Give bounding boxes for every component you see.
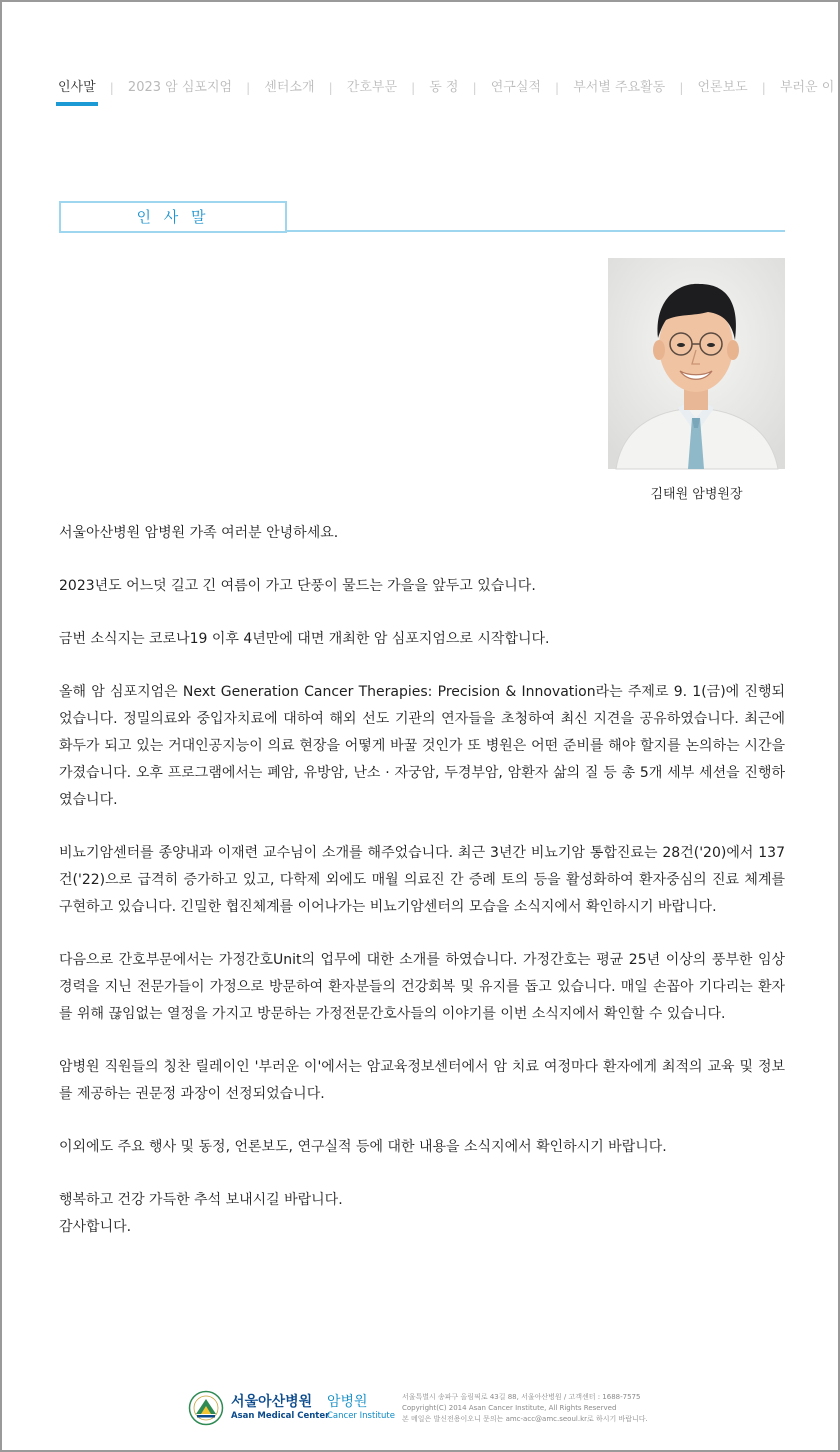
portrait-illustration xyxy=(608,258,785,469)
portrait-caption: 김태원 암병원장 xyxy=(650,487,743,502)
letter-paragraph: 서울아산병원 암병원 가족 여러분 안녕하세요. xyxy=(59,525,339,541)
tab-greeting[interactable]: 인사말 xyxy=(58,78,96,98)
tab-research[interactable]: 연구실적 xyxy=(490,80,541,95)
footer-copyright: Copyright(C) 2014 Asan Cancer Institute, All Rights Reserved xyxy=(402,1404,617,1412)
letter-paragraph: 암병원 직원들의 칭찬 릴레이인 '부러운 이'에서는 암교육정보센터에서 암 치료 여정마다 환자에게 최적의 교육 및 정보를 제공하는 권문정 과장이 선정되었습니다. xyxy=(59,1059,785,1102)
footer-info xyxy=(402,1392,648,1425)
tab-envied-one[interactable]: 부러운 이 xyxy=(779,80,835,95)
tab-separator: | xyxy=(472,81,477,95)
top-nav-tabs xyxy=(58,78,835,108)
letter-paragraph: 이외에도 주요 행사 및 동정, 언론보도, 연구실적 등에 대한 내용을 소식지에서 확인하시기 바랍니다. xyxy=(59,1139,667,1155)
tab-cancer-symposium[interactable]: 2023 암 심포지엄 xyxy=(127,80,233,95)
tab-news[interactable]: 동 정 xyxy=(429,80,459,95)
section-heading xyxy=(59,201,785,233)
footer-notice: 본 메일은 발신전용이오니 문의는 amc-acc@amc.seoul.kr로 하시기 바랍니다. xyxy=(402,1415,648,1423)
tab-separator: | xyxy=(246,81,251,95)
tab-nursing[interactable]: 간호부문 xyxy=(346,80,397,95)
asan-logo-icon xyxy=(188,1390,224,1426)
logo-text-en: Asan Medical Center xyxy=(231,1411,330,1421)
section-title: 인 사 말 xyxy=(59,201,287,233)
tab-separator: | xyxy=(328,81,333,95)
tab-center-intro[interactable]: 센터소개 xyxy=(264,80,315,95)
director-portrait xyxy=(608,258,785,469)
letter-paragraph: 2023년도 어느덧 길고 긴 여름이 가고 단풍이 물드는 가을을 앞두고 있습니다. xyxy=(59,578,536,594)
section-divider xyxy=(285,230,785,232)
letter-paragraph: 비뇨기암센터를 종양내과 이재련 교수님이 소개를 해주었습니다. 최근 3년간 비뇨기암 통합진료는 28건('20)에서 137건('22)으로 급격히 증가하고 있고, 다학제 외에도 매월 의료진 간 증례 토의 등을 활성화하여 환자중심의 진료 체계를 구현하고 있습니다. 긴밀한 협진체계를 이어나가는 비뇨기암센터의 모습을 소식지에서 확인하시기 바랍니다. xyxy=(59,845,785,915)
tab-separator: | xyxy=(109,81,114,95)
footer xyxy=(188,1388,668,1428)
footer-address: 서울특별시 송파구 올림픽로 43길 88, 서울아산병원 / 고객센터 : 1688-7575 xyxy=(402,1393,641,1401)
letter-paragraph: 금번 소식지는 코로나19 이후 4년만에 대면 개최한 암 심포지엄으로 시작합니다. xyxy=(59,631,550,647)
tab-separator: | xyxy=(761,81,766,95)
logo-subtext-ko: 암병원 xyxy=(327,1394,368,1410)
letter-paragraph: 다음으로 간호부문에서는 가정간호Unit의 업무에 대한 소개를 하였습니다. 가정간호는 평균 25년 이상의 풍부한 임상경력을 지닌 전문가들이 가정으로 방문하여 환자분들의 건강회복 및 유지를 돕고 있습니다. 매일 손꼽아 기다리는 환자를 위해 끊임없는 열정을 가지고 방문하는 가정전문간호사들의 이야기를 이번 소식지에서 확인할 수 있습니다. xyxy=(59,952,785,1022)
tab-department-activities[interactable]: 부서별 주요활동 xyxy=(573,80,666,95)
tab-separator: | xyxy=(411,81,416,95)
closing-wish: 행복하고 건강 가득한 추석 보내시길 바랍니다. xyxy=(59,1192,343,1208)
tab-press[interactable]: 언론보도 xyxy=(697,80,748,95)
letter-paragraph: 올해 암 심포지엄은 Next Generation Cancer Therapies: Precision & Innovation라는 주제로 9. 1(금)에 진행되었습니다. 정밀의료와 중입자치료에 대하여 해외 선도 기관의 연자들을 초청하여 최신 지견을 공유하였습니다. 최근에 화두가 되고 있는 거대인공지능이 의료 현장을 어떻게 바꿀 것인가 또 병원은 어떤 준비를 해야 할지를 논의하는 시간을 가졌습니다. 오후 프로그램에서는 폐암, 유방암, 난소 · 자궁암, 두경부암, 암환자 삶의 질 등 총 5개 세부 세션을 진행하였습니다. xyxy=(59,684,785,808)
tab-separator: | xyxy=(679,81,684,95)
greeting-letter xyxy=(59,520,785,1241)
tab-separator: | xyxy=(555,81,560,95)
closing-thanks: 감사합니다. xyxy=(59,1219,132,1235)
logo-subtext-en: Cancer Institute xyxy=(327,1411,395,1421)
logo-text-ko: 서울아산병원 xyxy=(231,1394,313,1410)
letter-closing xyxy=(59,1187,785,1241)
